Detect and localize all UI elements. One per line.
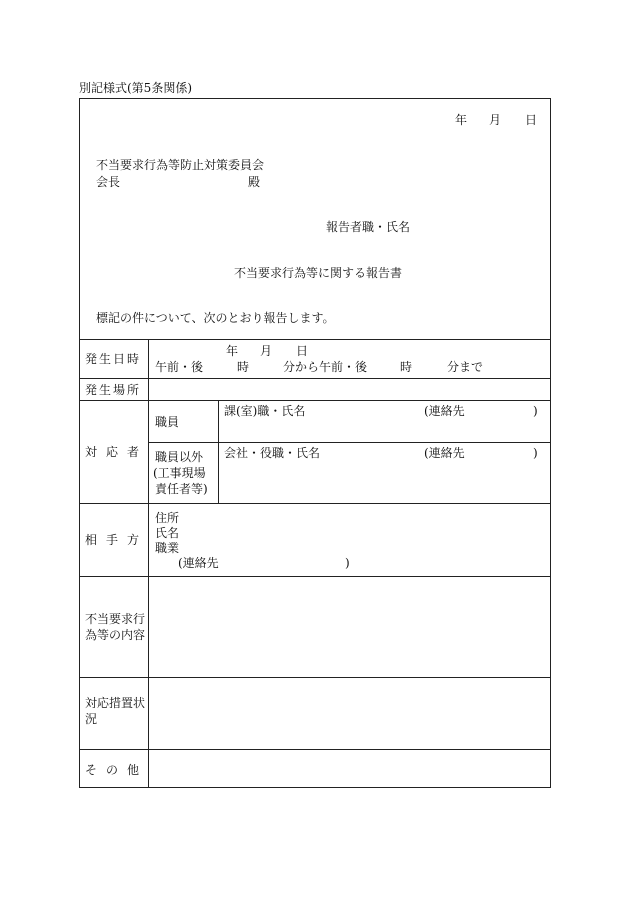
counterpart-close: ) <box>345 556 350 570</box>
occurrence-ampm-start: 午前・後 <box>155 360 204 374</box>
responder-staff-contact: (連絡先 <box>424 404 465 418</box>
occurrence-mid: 分から午前・後 <box>283 360 368 374</box>
reporter-label: 報告者職・氏名 <box>326 220 411 234</box>
responder-label: 対応者 <box>85 445 149 459</box>
occurrence-hour-end: 時 <box>400 360 413 374</box>
date-year: 年 <box>455 113 468 127</box>
location-label: 発生場所 <box>85 383 142 397</box>
responder-staff-close: ) <box>533 404 538 418</box>
occurrence-year: 年 <box>226 344 239 358</box>
occurrence-hour-start: 時 <box>237 360 250 374</box>
measures-label-1: 対応措置状 <box>85 696 146 710</box>
addressee-honorific: 殿 <box>248 175 261 189</box>
responder-nonstaff-field: 会社・役職・氏名 <box>224 446 321 460</box>
other-label: その他 <box>85 763 149 777</box>
document-title: 不当要求行為等に関する報告書 <box>234 266 403 280</box>
responder-nonstaff-close: ) <box>533 446 538 460</box>
counterpart-address: 住所 <box>155 511 180 525</box>
measures-label-2: 況 <box>85 712 98 726</box>
responder-nonstaff-label-2: (工事現場 <box>153 466 206 480</box>
counterpart-name: 氏名 <box>155 526 180 540</box>
counterpart-occupation: 職業 <box>155 541 180 555</box>
addressee-title: 会長 <box>96 175 121 189</box>
content-label-1: 不当要求行 <box>85 612 146 626</box>
report-form <box>79 98 551 788</box>
counterpart-label: 相手方 <box>85 533 149 547</box>
responder-nonstaff-label-3: 責任者等) <box>155 482 208 496</box>
occurrence-time-label: 発生日時 <box>85 352 142 366</box>
addressee-org: 不当要求行為等防止対策委員会 <box>96 158 265 172</box>
occurrence-month: 月 <box>260 344 273 358</box>
form-style-header: 別記様式(第5条関係) <box>79 81 192 95</box>
occurrence-day: 日 <box>296 344 309 358</box>
responder-nonstaff-label-1: 職員以外 <box>155 450 204 464</box>
occurrence-end: 分まで <box>447 360 484 374</box>
counterpart-contact: (連絡先 <box>178 556 219 570</box>
date-month: 月 <box>489 113 502 127</box>
responder-nonstaff-contact: (連絡先 <box>424 446 465 460</box>
responder-staff-label: 職員 <box>155 415 180 429</box>
responder-staff-field: 課(室)職・氏名 <box>224 404 306 418</box>
intro-text: 標記の件について、次のとおり報告します。 <box>96 311 335 325</box>
content-label-2: 為等の内容 <box>85 628 146 642</box>
date-day: 日 <box>525 113 538 127</box>
